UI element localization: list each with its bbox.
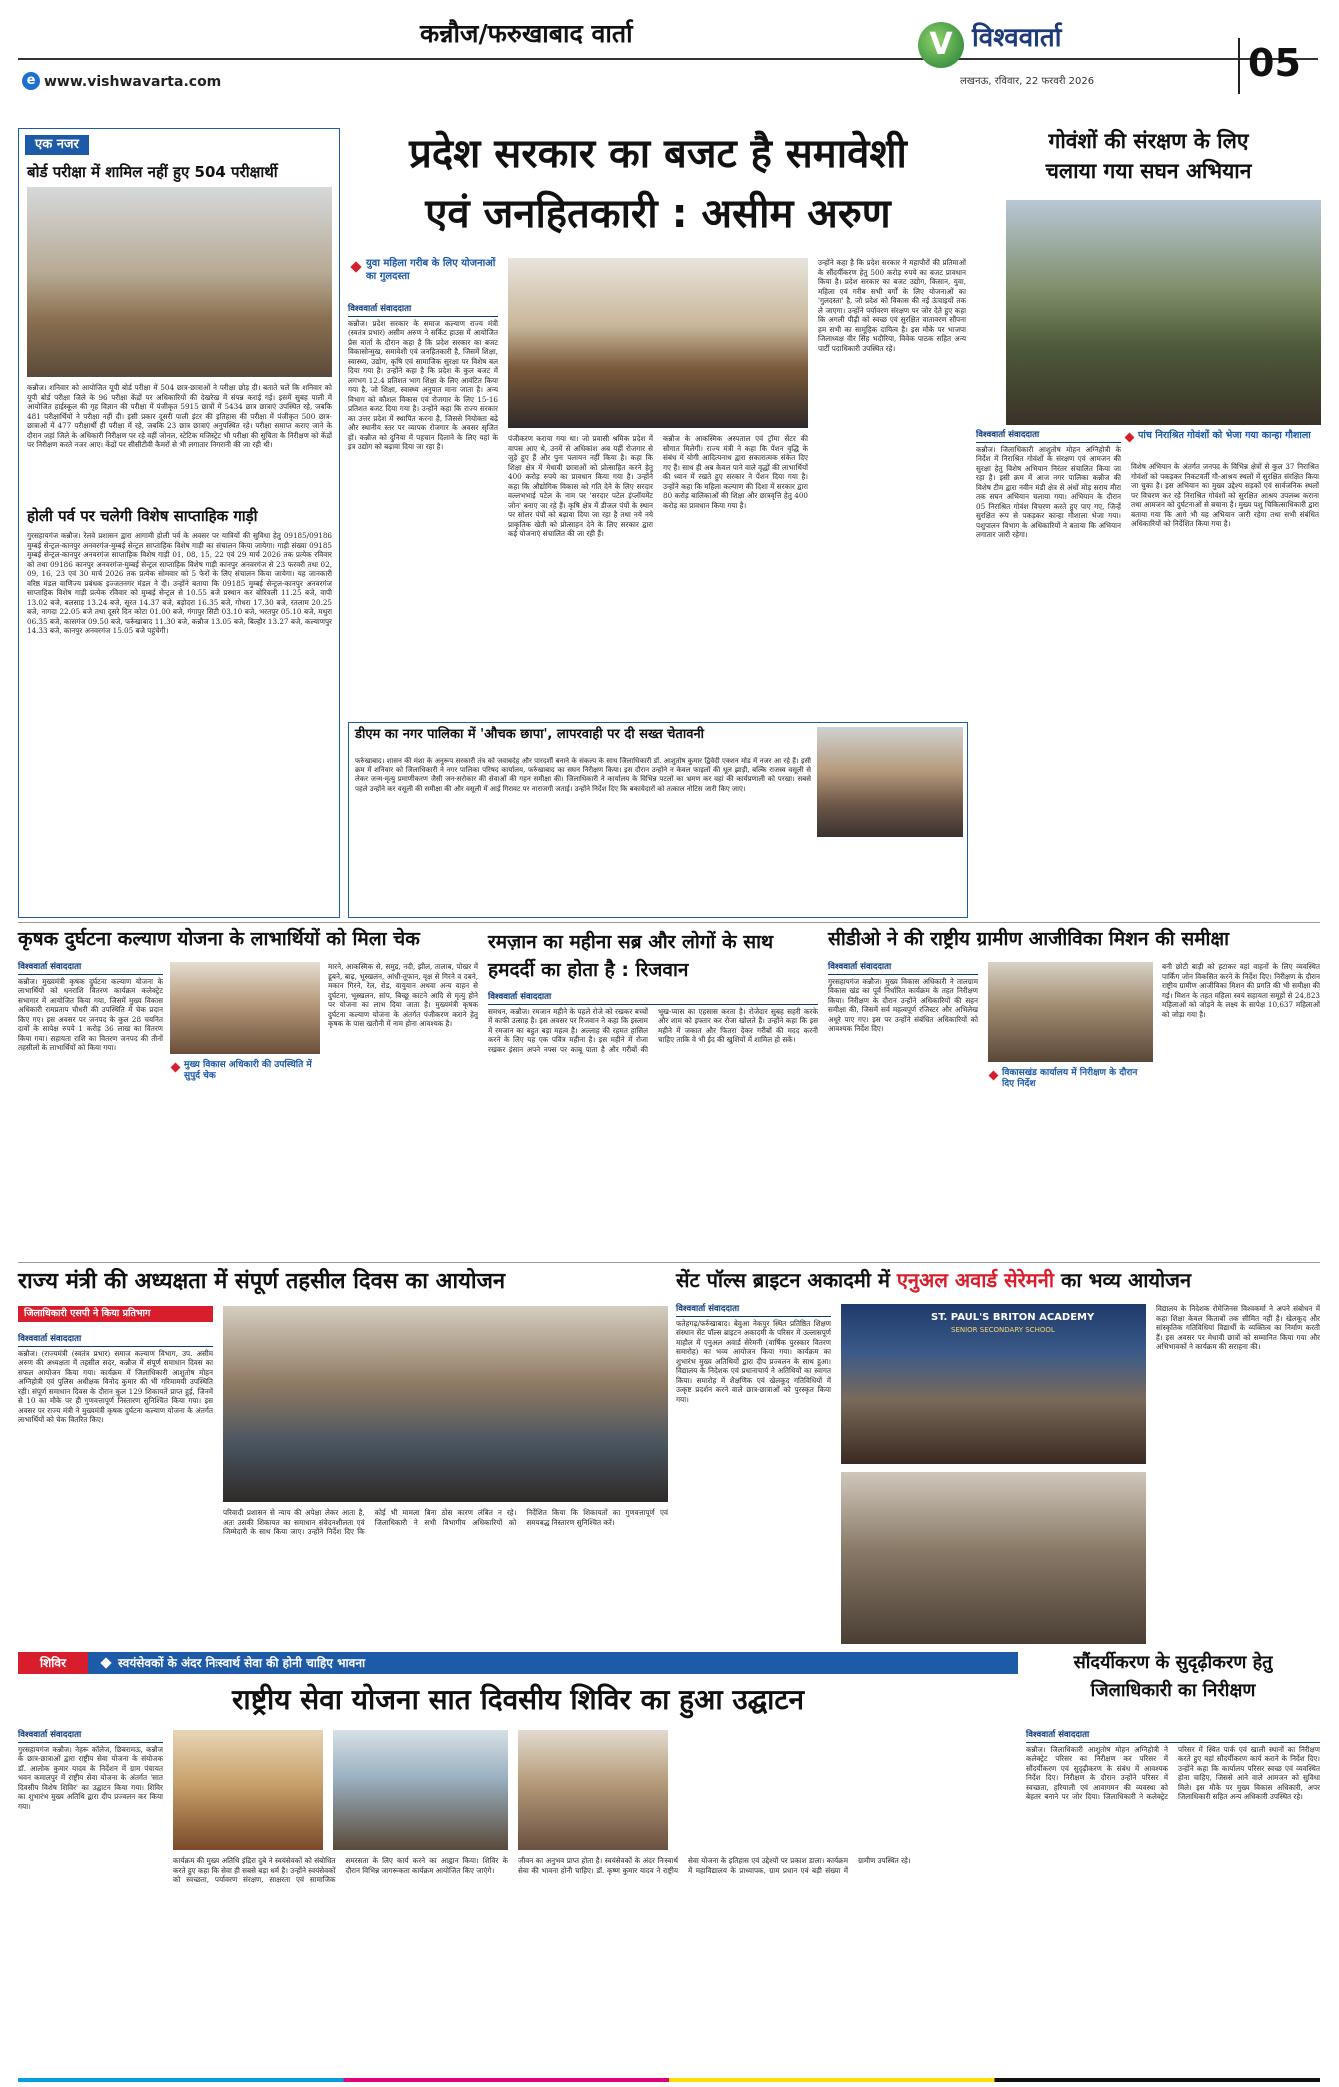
lead-col3: कन्नौज के आकस्मिक अस्पताल एवं ट्रॉमा सेंटर की सौगात मिलेगी। राज्य मंत्री ने कहा कि पेंशन वृद्धि के संबंध में योगी आदित्यनाथ द्वारा सकारात्मक संकेत दिए गए हैं। साथ ही अब केवल पाने वाले वृद्धों की लाभार्थियों की ध्यान में रखते हुए सरकार ने पेंशन दिया गया है। उन्होंने कहा कि महिला कल्याण की दिशा में सरकार द्वारा 80 करोड़ बालिकाओं की शिक्षा और छात्रवृत्ति हेतु 400 करोड़ का प्रावधान किया गया है। — [663, 434, 808, 510]
cdo-body: गुरसहायगंज कन्नौज। मुख्य विकास अधिकारी ने तालग्राम विकास खंड का पूर्व निर्धारित कार्यक्रम के तहत निरीक्षण किया। निरीक्षण के दौरान उन्होंने अधिकारियों की सहन समीक्षा की, जिसमें सर्व महत्वपूर्ण रजिस्टर और अभिलेख अधूरे पाए गए। इस पर उन्होंने संबंधित अधिकारियों को आवश्यक निर्देश दिए। — [828, 976, 978, 1034]
dm-raid-box — [348, 722, 968, 918]
strap-icon — [100, 1657, 111, 1668]
lead-body: कन्नौज। प्रदेश सरकार के समाज कल्याण राज्य मंत्री (स्वतंत्र प्रभार) असीम अरुण ने सर्किट हाउस में आयोजित प्रेस वार्ता के दौरान कहा है कि प्रदेश सरकार का बजट विकासोन्मुख, समावेशी एवं जनहितकारी है, जिसमें शिक्षा, स्वास्थ्य, उद्योग, कृषि एवं सामाजिक सुरक्षा पर विशेष बल दिया गया है। उन्होंने कहा है कि प्रदेश के कुल बजट में लगभग 12.4 प्रतिशत भाग शिक्षा के लिए आवंटित किया गया है, जो शिक्षा, स्वास्थ्य अनुपात माना जाता है। अन्य विभाग को कौशल विकास एवं रोजगार के लिए 15-16 प्रतिशत बजट दिया गया है। उन्होंने कहा कि राज्य सरकार का उत्तर प्रदेश में स्थापित करना है, जिससे नियोक्ता बढ़े और स्थानीय स्तर पर व्यापक रोजगार के अवसर सृजित हों। कन्नौज को दुनिया में पहचान दिलाने के लिए यहां के इत्र उद्योग को बढ़ावा दिया जा रहा है। — [348, 318, 498, 452]
section-title: कन्नौज/फरुखाबाद वार्ता — [420, 19, 633, 48]
tehsil-byline: विश्ववार्ता संवाददाता — [18, 1334, 213, 1347]
brand-name: विश्ववार्ता — [972, 23, 1062, 53]
cows-caption: पांच निराश्रित गोवंशों को भेजा गया कान्हा गौशाला — [1138, 430, 1311, 441]
caption-icon — [1125, 433, 1135, 443]
krishak-col1 — [18, 962, 163, 1252]
lead-headline-line2: एवं जनहितकारी : असीम अरुण — [425, 191, 891, 237]
ek-nazar-box — [18, 128, 340, 918]
krishak-story — [18, 928, 478, 1258]
tehsil-tag: जिलाधिकारी एसपी ने किया प्रतिभाग — [18, 1306, 213, 1322]
ramzan-body: समधन, कन्नौज। रमजान महीने के पहले रोजे को रखकर बच्चों में काफी उत्साह है। इस अवसर पर रिजवान ने कहा कि इस्लाम में रमजान का बहुत बड़ा महत्व है। अल्लाह की रहमत हासिल करने के लिए यह एक पवित्र महीना है। इस महीने में रोजा रखकर इंसान अपने नफ्स पर काबू पाता है और गरीबों की भूख-प्यास का एहसास करता है। रोजेदार सुबह सहरी करके और शाम को इफ्तार कर रोजा खोलते हैं। उन्होंने कहा कि इस महीने में जकात और फितरा देकर गरीबों की मदद करनी चाहिए ताकि वे भी ईद की खुशियों में शामिल हो सकें। — [488, 1006, 818, 1054]
lead-col2: पंजीकरण कराया गया था। जो प्रवासी श्रमिक प्रदेश में वापस आए थे, उनमें से अधिकांश अब यहीं रोजगार से जुड़े हुए हैं और पुनः पलायन नहीं किया है। कहा कि शिक्षा क्षेत्र में मेधावी छात्राओं को प्रोत्साहित करने हेतु 400 करोड़ रुपये का प्रावधान किया गया है। उन्होंने कहा कि औद्योगिक विकास को गति देने के लिए सरदार वल्लभभाई पटेल के नाम पर 'सरदार पटेल इंप्लॉयमेंट जोन' बनाए जा रहे हैं। कृषि क्षेत्र में डीजल पंपों के स्थान पर सोलर पंपों को बढ़ावा दिया जा रहा है तथा नये नये प्राकृतिक खेती को प्रोत्साहन देने के लिए सरकार द्वारा कई योजनाएं संचालित की जा रही हैं। — [508, 434, 653, 538]
cdo-col1 — [828, 962, 978, 1252]
school-headline-b: एनुअल अवार्ड सेरेमनी — [896, 1268, 1055, 1292]
dm-headline: डीएम का नगर पालिका में 'औचक छापा', लापरवाही पर दी सख्त चेतावनी — [355, 727, 705, 742]
school-headline-a: सेंट पॉल्स ब्राइटन अकादमी में — [676, 1268, 897, 1292]
holi-body: गुरसहायगंज कन्नौज। रेलवे प्रशासन द्वारा आगामी होली पर्व के अवसर पर यात्रियों की सुविधा हेतु 09185/09186 मुम्बई सेन्ट्रल-कानपुर अनवरगंज-मुम्बई सेन्ट्रल साप्ताहिक विशेष गाड़ी का संचालन किया जायेगा। गाड़ी संख्या 09185 मुम्बई सेन्ट्रल-कानपुर अनवरगंज साप्ताहिक विशेष गाड़ी 01, 08, 15, 22 एवं 29 मार्च 2026 तक प्रत्येक रविवार को तथा 09186 कानपुर अनवरगंज-मुम्बई सेन्ट्रल साप्ताहिक विशेष गाड़ी कानपुर अनवरगंज से 23 फरवरी तथा 02, 09, 16, 23 एवं 30 मार्च 2026 तक प्रत्येक सोमवार को 5 फेरों के लिए संचालन किया जायेगा। यह जानकारी वरिष्ठ मंडल वाणिज्य प्रबंधक इज्जतनगर मंडल ने दी। उन्होंने बताया कि 09185 मुम्बई सेन्ट्रल-कानपुर अनवरगंज साप्ताहिक विशेष गाड़ी प्रत्येक रविवार को मुम्बई सेन्ट्रल से 10.55 बजे प्रस्थान कर बोरिवली 11.25 बजे, वापी 13.02 बजे, बलसाड़ 13.24 बजे, सूरत 14.37 बजे, बड़ोदरा 16.35 बजे, गोधरा 17.30 बजे, रतलाम 20.25 बजे, नागदा 22.05 बजे तथा दूसरे दिन कोटा 01.00 बजे, गंगापुर सिटी 03.10 बजे, भरतपुर 05.10 बजे, मथुरा 06.35 बजे, कासगंज 09.50 बजे, फर्रुखाबाद 11.30 बजे, कन्नौज 13.05 बजे, बिल्हौर 13.27 बजे, कल्याणपुर 14.33 बजे, कानपुर अनवरगंज 15.05 बजे पहुंचेगी। — [27, 531, 332, 635]
school-col1 — [676, 1304, 831, 1644]
cdo-caption-icon — [989, 1071, 999, 1081]
cows-col2: विशेष अभियान के अंतर्गत जनपद के विभिन्न क्षेत्रों से कुल 37 निराश्रित गोवंशों को पकड़कर निकटवर्ती गौ-आश्रय स्थलों में सुरक्षित संरक्षित किया जा चुका है। इस अभियान का मुख्य उद्देश्य सड़कों एवं सार्वजनिक स्थलों पर विचरण कर रहे निराश्रित गोवंशों को सुरक्षित आश्रय उपलब्ध कराना तथा आमजन को दुर्घटनाओं से बचाना है। मुख्य पशु चिकित्साधिकारी द्वारा बताया गया कि आगे भी यह अभियान जारी रहेगा तथा सभी संबंधित अधिकारियों को निर्देशित किया गया है। — [1131, 462, 1319, 528]
shivir-body: गुरसहायगंज कन्नौज। नेहरू कॉलेज, छिबरामऊ, कन्नौज के छात्र-छात्राओं द्वारा राष्ट्रीय सेवा योजना के संयोजक डॉ. आलोक कुमार यादव के निर्देशन में ग्राम पंचायत भवन कमालपुर में राष्ट्रीय सेवा योजना के अंतर्गत 'सात दिवसीय विशेष शिविर' का उद्घाटन किया गया। शिविर का शुभारंभ मुख्य अतिथि द्वारा दीप प्रज्वलन कर किया गया। — [18, 1744, 163, 1811]
dm-body: फर्रुखाबाद। शासन की मंशा के अनुरूप सरकारी तंत्र को जवाबदेह और पारदर्शी बनाने के संकल्प के साथ जिलाधिकारी डॉ. आशुतोष कुमार द्विवेदी एक्शन मोड में नजर आ रहे हैं। इसी क्रम में शनिवार को जिलाधिकारी ने नगर पालिका परिषद कार्यालय, फर्रुखाबाद का सघन निरीक्षण किया। इस दौरान उन्होंने न केवल फाइलों की धूल झाड़ी, बल्कि राजस्व वसूली से लेकर जन्म-मृत्यु प्रमाणीकरण जैसी जन-सरोकार की सेवाओं की गहन समीक्षा की। जिलाधिकारी ने कार्यालय के विभिन्न पटलों का भ्रमण कर वहां की कार्यप्रणाली को परखा। सबसे पहले उन्होंने कर वसूली की समीक्षा की और वसूली में आई गिरावट पर नाराजगी जताई। उन्होंने निर्देश दिए कि बकायेदारों को तत्काल नोटिस जारी किए जाएं। — [355, 757, 811, 793]
tehsil-col1 — [18, 1334, 213, 1644]
cows-photo — [1006, 200, 1321, 425]
krishak-body: कन्नौज। मुख्यमंत्री कृषक दुर्घटना कल्याण योजना के लाभार्थियों को धनराशि वितरण कार्यक्रम कलेक्ट्रेट सभागार में आयोजित किया गया, जिसमें मुख्य विकास अधिकारी रामप्रताप चौधरी की उपस्थिति में चेक प्रदान किए गए। इस अवसर पर जनपद के कुल 28 चयनित दावों के सापेक्ष रुपये 1 करोड़ 36 लाख का वितरण किया गया। सहायता राशि का वितरण जनपद की तीनों तहसीलों के लाभार्थियों को किया गया। — [18, 976, 163, 1053]
school-headline-c: का भव्य आयोजन — [1054, 1268, 1192, 1292]
beauty-col — [1026, 1730, 1320, 2076]
krishak-caption-icon — [171, 1063, 181, 1073]
cdo-story — [828, 928, 1320, 1258]
exam-photo — [27, 187, 332, 377]
page-number: 05 — [1248, 41, 1301, 85]
shivir-photo-1 — [173, 1730, 323, 1850]
tehsil-story — [18, 1268, 668, 1648]
cdo-col3: बनी छोटी बाड़ी को हटाकर वहां वाहनों के लिए व्यवस्थित पार्किंग जोन विकसित करने के निर्देश दिए। निरीक्षण के दौरान राष्ट्रीय ग्रामीण आजीविका मिशन की प्रगति की भी समीक्षा की गई। मिशन के तहत महिला स्वयं सहायता समूहों से 24,823 महिलाओं को जोड़ने के लक्ष्य के सापेक्ष 10,637 महिलाओं को जोड़ा गया है। — [1162, 962, 1320, 1019]
color-bar — [18, 2078, 1320, 2082]
krishak-byline: विश्ववार्ता संवाददाता — [18, 962, 163, 975]
cows-headline-line1: गोवंशों की संरक्षण के लिए — [1048, 129, 1249, 153]
dm-photo — [817, 727, 963, 837]
lead-kicker: युवा महिला गरीब के लिए योजनाओं का गुलदस्ता — [366, 258, 496, 282]
ramzan-byline: विश्ववार्ता संवाददाता — [488, 992, 818, 1005]
shivir-col3: जीवन का अनुभव प्राप्त होता है। स्वयंसेवकों के अंदर निःस्वार्थ सेवा की भावना होनी चाहिए। डॉ. कृष्ण कुमार यादव ने राष्ट्रीय सेवा योजना के इतिहास एवं उद्देश्यों पर प्रकाश डाला। कार्यक्रम में महाविद्यालय के प्राध्यापक, ग्राम प्रधान एवं बड़ी संख्या में ग्रामीण उपस्थित रहे। — [518, 1856, 911, 1875]
cdo-caption: विकासखंड कार्यालय में निरीक्षण के दौरान दिए निर्देश — [1002, 1068, 1138, 1090]
beauty-story — [1026, 1652, 1320, 2082]
website-url[interactable]: www.vishwavarta.com — [44, 74, 222, 90]
school-headline — [676, 1268, 1320, 1293]
place-date: लखनऊ, रविवार, 22 फरवरी 2026 — [960, 76, 1095, 87]
row-divider-2 — [18, 1262, 1320, 1263]
beauty-byline: विश्ववार्ता संवाददाता — [1026, 1730, 1320, 1743]
krishak-col3: मारने, आकस्मिक से, समुद्र, नदी, झील, तालाब, पोखर में डूबने, बाढ़, भूस्खलन, आंधी-तूफान, वृक्ष से गिरने व दबने, मकान गिरने, रेल, रोड, वायुयान अथवा अन्य वाहन से दुर्घटना, भूस्खलन, सांप, बिच्छू काटने आदि से मृत्यु होने पर योजना का लाभ दिया जाता है। मुख्यमंत्री कृषक दुर्घटना कल्याण योजना के अंतर्गत पंजीकरण कराने हेतु कृषक के पास खतौनी में नाम होना आवश्यक है। — [328, 962, 478, 1028]
cows-byline: विश्ववार्ता संवाददाता — [976, 430, 1121, 443]
shivir-photo-2 — [333, 1730, 508, 1850]
lead-story — [348, 128, 968, 718]
cdo-photo — [988, 962, 1153, 1062]
tehsil-photo — [223, 1306, 668, 1502]
ramzan-story — [488, 928, 818, 1258]
lead-col1 — [348, 304, 498, 704]
cows-col1 — [976, 430, 1121, 916]
shivir-tag: शिविर — [18, 1652, 88, 1674]
ek-nazar-tag: एक नजर — [25, 135, 89, 155]
beauty-headline-line2: जिलाधिकारी का निरीक्षण — [1090, 1680, 1256, 1701]
school-byline: विश्ववार्ता संवाददाता — [676, 1304, 831, 1317]
shivir-photo-3 — [518, 1730, 668, 1850]
kicker-icon — [350, 261, 361, 272]
ek-nazar-body: कन्नौज। शनिवार को आयोजित यूपी बोर्ड परीक्षा में 504 छात्र-छात्राओं ने परीक्षा छोड़ दी। बताते चलें कि शनिवार को यूपी बोर्ड परीक्षा जिले के 96 परीक्षा केंद्रों पर अधिकारियों की देखरेख में संपन्न कराई गई। इसमें सुबह पाली में आयोजित हाईस्कूल की गृह विज्ञान की परीक्षा में पंजीकृत 5915 छात्रों में 5434 छात्र छात्राएं उपस्थित रहे, जबकि 481 परीक्षार्थियों ने परीक्षा नहीं दी। इसी प्रकार दूसरी पाली इंटर की इतिहास की परीक्षा में पंजीकृत 500 छात्र-छात्राओं में 477 परीक्षार्थी ही परीक्षा में रहे, जबकि 23 छात्र छात्राएं अनुपस्थित रहे। परीक्षा समाप्त कराए जाने के दौरान जहां जिले के अधिकारी निरीक्षण पर रहे वहीं जोनल, स्टेटिक मजिस्ट्रेट भी परीक्षा की सुचिता के निरीक्षण को केंद्रों पर निरीक्षण करते नजर आए। केंद्रों पर सीसीटीवी कैमरों से भी लगातार निगरानी की जा रही थी। — [27, 383, 332, 449]
tehsil-headline: राज्य मंत्री की अध्यक्षता में संपूर्ण तहसील दिवस का आयोजन — [18, 1269, 506, 1294]
masthead — [0, 0, 1339, 100]
shivir-col1 — [18, 1730, 163, 2070]
beauty-body: कन्नौज। जिलाधिकारी आशुतोष मोहन अग्निहोत्री ने कलेक्ट्रेट परिसर का निरीक्षण कर परिसर में सौंदर्यीकरण एवं सुदृढ़ीकरण के संबंध में आवश्यक निर्देश दिए। निरीक्षण के दौरान उन्होंने परिसर में स्वच्छता, हरियाली एवं आवागमन की व्यवस्था को बेहतर बनाने पर जोर दिया। जिलाधिकारी ने कलेक्ट्रेट परिसर में स्थित पार्क एवं खाली स्थानों का निरीक्षण करते हुए वहां सौंदर्यीकरण कार्य कराने के निर्देश दिए। उन्होंने कहा कि कार्यालय परिसर स्वच्छ एवं व्यवस्थित होना चाहिए, जिससे आने वाले आमजन को सुविधा मिले। इस मौके पर मुख्य विकास अधिकारी, अपर जिलाधिकारी सहित अन्य अधिकारी उपस्थित रहे। — [1026, 1744, 1320, 1802]
lead-byline: विश्ववार्ता संवाददाता — [348, 304, 498, 317]
shivir-col2: कार्यक्रम की मुख्य अतिथि इंद्रिरा दुबे ने स्वयंसेवकों को संबोधित करते हुए कहा कि सेवा ही सबसे बड़ा धर्म है। उन्होंने स्वयंसेवकों को स्वच्छता, पर्यावरण संरक्षण, साक्षरता एवं सामाजिक समरसता के लिए कार्य करने का आह्वान किया। शिविर के दौरान विभिन्न जागरूकता कार्यक्रम आयोजित किए जाएंगे। — [173, 1856, 508, 1884]
krishak-photo — [170, 962, 320, 1054]
ramzan-headline: रमज़ान का महीना सब्र और लोगों के साथ हमदर्दी का होता है : रिजवान — [488, 931, 774, 981]
lead-col4: उन्होंने कहा है कि प्रदेश सरकार ने महापौरों की प्रतिमाओं के सौंदर्यीकरण हेतु 500 करोड़ रुपये का बजट प्रावधान किया है। प्रदेश सरकार का बजट उद्योग, किसान, युवा, महिला एवं गरीब सभी वर्गों के लिए योजनाओं का 'गुलदस्ता' है, जो प्रदेश को विकास की नई ऊंचाइयों तक ले जाएगा। उन्होंने पर्यावरण संरक्षण पर जोर देते हुए कहा कि अगली पीढ़ी को स्वच्छ एवं सुरक्षित वातावरण सौंपना हम सभी का सामूहिक दायित्व है। इस मौके पर भाजपा जिलाध्यक्ष वीर सिंह भदौरिया, विवेक पाठक सहित अन्य पार्टी पदाधिकारी उपस्थित रहे। — [818, 258, 966, 353]
row-divider-1 — [18, 922, 1320, 923]
school-banner-sub: SENIOR SECONDARY SCHOOL — [951, 1326, 1055, 1334]
shivir-bar — [18, 1652, 1018, 1674]
shivir-headline: राष्ट्रीय सेवा योजना सात दिवसीय शिविर का हुआ उद्घाटन — [231, 1683, 805, 1716]
holi-headline: होली पर्व पर चलेगी विशेष साप्ताहिक गाड़ी — [27, 507, 258, 525]
brand-logo-icon: V — [918, 22, 964, 68]
shivir-story — [18, 1680, 1018, 2080]
krishak-headline: कृषक दुर्घटना कल्याण योजना के लाभार्थियों को मिला चेक — [18, 928, 420, 950]
school-story — [676, 1268, 1320, 1648]
shivir-byline: विश्ववार्ता संवाददाता — [18, 1730, 163, 1743]
school-photo — [841, 1304, 1146, 1464]
cows-headline-line2: चलाया गया सघन अभियान — [1045, 159, 1252, 183]
cdo-byline: विश्ववार्ता संवाददाता — [828, 962, 978, 975]
school-banner: ST. PAUL'S BRITON ACADEMY — [931, 1312, 1095, 1323]
cows-story — [976, 128, 1321, 918]
lead-photo — [508, 258, 808, 428]
school-body: फतेहगढ़/फर्रुखाबाद। बेवुआ नेकपुर स्थित प्रतिष्ठित शिक्षण संस्थान सेंट पॉल्स ब्राइटन अकादमी के परिसर में उल्लासपूर्ण माहौल में एनुअल अवार्ड सेरेमनी (वार्षिक पुरस्कार वितरण समारोह) का भव्य आयोजन किया गया। कार्यक्रम का शुभारंभ मुख्य अतिथियों द्वारा दीप प्रज्वलन के साथ हुआ। विद्यालय के निदेशक एवं प्रधानाचार्य ने अतिथियों का स्वागत किया। समारोह में शैक्षणिक एवं खेलकूद गतिविधियों में उत्कृष्ट प्रदर्शन करने वाले छात्र-छात्राओं को पुरस्कृत किया गया। — [676, 1318, 831, 1404]
school-col2: विद्यालय के निदेशक रोमेजिनस विश्वकर्मा ने अपने संबोधन में कहा शिक्षा केवल किताबों तक सीमित नहीं है। खेलकूद और सांस्कृतिक गतिविधियां विद्यार्थी के व्यक्तित्व का निर्माण करती हैं। इस अवसर पर मेधावी छात्रों को सम्मानित किया गया और अभिभावकों ने कार्यक्रम की सराहना की। — [1156, 1304, 1320, 1351]
cdo-headline: सीडीओ ने की राष्ट्रीय ग्रामीण आजीविका मिशन की समीक्षा — [828, 928, 1230, 950]
cows-body: कन्नौज। जिलाधिकारी आशुतोष मोहन अग्निहोत्री के निर्देश में निराश्रित गोवंशों के संरक्षण एवं आमजन की सुरक्षा हेतु विशेष अभियान निरंतर संचालित किया जा रहा है। इसी क्रम में आज नगर पालिका कन्नौज की विशेष टीम द्वारा नवीन मंडी क्षेत्र से अंधों मोड़ सराय मीरा तक सघन अभियान चलाया गया। अभियान के दौरान 05 निराश्रित गोवंश विचरण करते हुए पाए गए, जिन्हें सुरक्षित रूप से पकड़कर कान्हा गौशाला भेजा गया। पशुपालन विभाग के अधिकारियों ने बताया कि अभियान लगातार जारी रहेगा। — [976, 444, 1121, 540]
shivir-strap: स्वयंसेवकों के अंदर निःस्वार्थ सेवा की होनी चाहिए भावना — [118, 1656, 366, 1670]
school-photo-2 — [841, 1472, 1146, 1644]
lead-headline-line1: प्रदेश सरकार का बजट है समावेशी — [409, 131, 907, 177]
ek-nazar-headline: बोर्ड परीक्षा में शामिल नहीं हुए 504 परीक्षार्थी — [27, 163, 278, 181]
ramzan-col — [488, 992, 818, 1252]
masthead-rule — [18, 58, 1318, 60]
website-icon: e — [22, 72, 40, 90]
beauty-headline-line1: सौंदर्यीकरण के सुदृढ़ीकरण हेतु — [1073, 1652, 1273, 1673]
krishak-caption: मुख्य विकास अधिकारी की उपस्थिति में सुपुर्द चेक — [184, 1060, 312, 1082]
tehsil-body: कन्नौज। (राज्यमंत्री (स्वतंत्र प्रभार) समाज कल्याण विभाग, उप. असीम अरुण की अध्यक्षता में तहसील सदर, कन्नौज में संपूर्ण समाधान दिवस का सफल आयोजन किया गया। कार्यक्रम में जिलाधिकारी आशुतोष मोहन अग्निहोत्री एवं पुलिस अधीक्षक विनोद कुमार की भी गरिमामयी उपस्थिति रही। संपूर्ण समाधान दिवस के दौरान कुल 129 शिकायतें प्राप्त हुई, जिनमें से 10 का मौके पर ही गुणवत्तापूर्ण निस्तारण सुनिश्चित किया गया। इस अवसर पर राज्य मंत्री ने मुख्यमंत्री कृषक दुर्घटना कल्याण योजना के अंतर्गत लाभार्थियों को चेक वितरित किए। — [18, 1348, 213, 1425]
tehsil-col2: परिवादी प्रशासन से न्याय की अपेक्षा लेकर आता है, अतः उसकी शिकायत का समाधान संवेदनशीलता एवं जिम्मेदारी के साथ किया जाए। उन्होंने निर्देश दिए कि कोई भी मामला बिना ठोस कारण लंबित न रहे। जिलाधिकारी ने सभी विभागीय अधिकारियों को निर्देशित किया कि शिकायतों का गुणवत्तापूर्ण एवं समयबद्ध निस्तारण सुनिश्चित करें। — [223, 1508, 668, 1536]
